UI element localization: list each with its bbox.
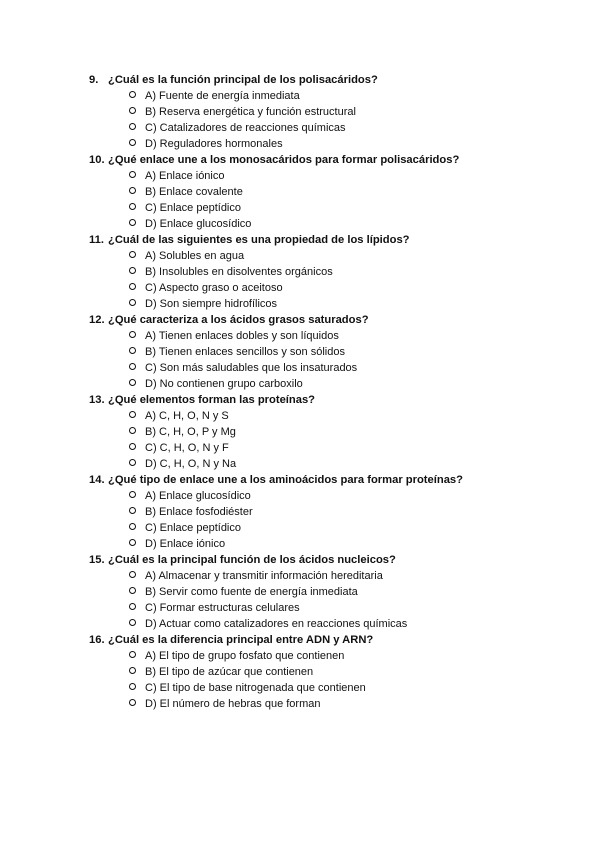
- question-number: 12.: [89, 314, 105, 326]
- option-item: [0, 504, 600, 520]
- option-item: [0, 616, 600, 632]
- option-list: [0, 248, 600, 312]
- circle-bullet-icon: [129, 667, 136, 674]
- option-list: [0, 648, 600, 712]
- option-text: D) No contienen grupo carboxilo: [145, 378, 303, 390]
- question-text: ¿Cuál es la función principal de los polisacáridos?: [108, 74, 378, 86]
- question-heading: [0, 552, 600, 568]
- option-item: [0, 344, 600, 360]
- option-text: C) Formar estructuras celulares: [145, 602, 300, 614]
- option-item: [0, 280, 600, 296]
- circle-bullet-icon: [129, 411, 136, 418]
- option-text: C) Son más saludables que los insaturados: [145, 362, 358, 374]
- option-text: B) Enlace fosfodiéster: [145, 506, 253, 518]
- circle-bullet-icon: [129, 139, 136, 146]
- option-list: [0, 488, 600, 552]
- option-item: [0, 600, 600, 616]
- option-text: A) Fuente de energía inmediata: [145, 90, 300, 102]
- option-text: D) El número de hebras que forman: [145, 698, 321, 710]
- question-text: ¿Cuál de las siguientes es una propiedad de los lípidos?: [108, 234, 410, 246]
- question-heading: [0, 72, 600, 88]
- option-text: D) C, H, O, N y Na: [145, 458, 237, 470]
- option-item: [0, 520, 600, 536]
- option-list: [0, 88, 600, 152]
- question-number: 15.: [89, 554, 105, 566]
- option-item: [0, 536, 600, 552]
- option-item: [0, 104, 600, 120]
- circle-bullet-icon: [129, 171, 136, 178]
- option-item: [0, 648, 600, 664]
- question-text: ¿Qué elementos forman las proteínas?: [108, 394, 316, 406]
- circle-bullet-icon: [129, 251, 136, 258]
- circle-bullet-icon: [129, 539, 136, 546]
- option-text: C) Enlace peptídico: [145, 522, 241, 534]
- option-text: B) El tipo de azúcar que contienen: [145, 666, 314, 678]
- option-text: C) C, H, O, N y F: [145, 442, 229, 454]
- circle-bullet-icon: [129, 523, 136, 530]
- question-text: ¿Qué caracteriza a los ácidos grasos saturados?: [108, 314, 369, 326]
- option-text: A) Tienen enlaces dobles y son líquidos: [145, 330, 339, 342]
- question-12: [0, 312, 600, 392]
- question-heading: [0, 312, 600, 328]
- circle-bullet-icon: [129, 491, 136, 498]
- option-text: B) Insolubles en disolventes orgánicos: [145, 266, 333, 278]
- option-text: A) Almacenar y transmitir información hereditaria: [145, 570, 383, 582]
- circle-bullet-icon: [129, 651, 136, 658]
- option-text: D) Actuar como catalizadores en reacciones químicas: [145, 618, 408, 630]
- option-item: [0, 216, 600, 232]
- option-text: C) Aspecto graso o aceitoso: [145, 282, 283, 294]
- question-text: ¿Qué enlace une a los monosacáridos para formar polisacáridos?: [108, 154, 460, 166]
- circle-bullet-icon: [129, 507, 136, 514]
- option-text: B) Reserva energética y función estructural: [145, 106, 356, 118]
- option-text: D) Son siempre hidrofílicos: [145, 298, 278, 310]
- option-list: [0, 328, 600, 392]
- question-9: [0, 72, 600, 152]
- option-text: B) Enlace covalente: [145, 186, 243, 198]
- circle-bullet-icon: [129, 283, 136, 290]
- option-text: B) Servir como fuente de energía inmediata: [145, 586, 358, 598]
- option-item: [0, 440, 600, 456]
- question-heading: [0, 392, 600, 408]
- option-item: [0, 248, 600, 264]
- question-14: [0, 472, 600, 552]
- question-number: 10.: [89, 154, 105, 166]
- option-item: [0, 376, 600, 392]
- option-item: [0, 200, 600, 216]
- question-11: [0, 232, 600, 312]
- option-item: [0, 296, 600, 312]
- question-number: 16.: [89, 634, 105, 646]
- question-heading: [0, 632, 600, 648]
- question-list: [0, 72, 600, 712]
- question-text: ¿Cuál es la principal función de los ácidos nucleicos?: [108, 554, 396, 566]
- circle-bullet-icon: [129, 123, 136, 130]
- question-number: 9.: [89, 74, 99, 86]
- circle-bullet-icon: [129, 363, 136, 370]
- option-text: D) Enlace glucosídico: [145, 218, 252, 230]
- option-item: [0, 408, 600, 424]
- question-15: [0, 552, 600, 632]
- option-item: [0, 584, 600, 600]
- option-item: [0, 184, 600, 200]
- question-heading: [0, 472, 600, 488]
- option-list: [0, 568, 600, 632]
- question-10: [0, 152, 600, 232]
- option-text: C) Catalizadores de reacciones químicas: [145, 122, 346, 134]
- circle-bullet-icon: [129, 187, 136, 194]
- option-text: A) El tipo de grupo fosfato que contienen: [145, 650, 345, 662]
- option-item: [0, 680, 600, 696]
- option-item: [0, 696, 600, 712]
- question-number: 13.: [89, 394, 105, 406]
- option-list: [0, 168, 600, 232]
- option-item: [0, 664, 600, 680]
- circle-bullet-icon: [129, 699, 136, 706]
- circle-bullet-icon: [129, 587, 136, 594]
- option-item: [0, 88, 600, 104]
- option-text: B) C, H, O, P y Mg: [145, 426, 236, 438]
- option-text: A) Solubles en agua: [145, 250, 245, 262]
- option-item: [0, 360, 600, 376]
- option-text: A) Enlace iónico: [145, 170, 225, 182]
- circle-bullet-icon: [129, 219, 136, 226]
- option-text: B) Tienen enlaces sencillos y son sólidos: [145, 346, 345, 358]
- circle-bullet-icon: [129, 347, 136, 354]
- question-number: 11.: [89, 234, 104, 246]
- option-item: [0, 456, 600, 472]
- option-item: [0, 136, 600, 152]
- option-text: D) Enlace iónico: [145, 538, 226, 550]
- option-item: [0, 328, 600, 344]
- option-text: A) C, H, O, N y S: [145, 410, 229, 422]
- question-16: [0, 632, 600, 712]
- circle-bullet-icon: [129, 107, 136, 114]
- question-text: ¿Qué tipo de enlace une a los aminoácidos para formar proteínas?: [108, 474, 463, 486]
- question-text: ¿Cuál es la diferencia principal entre ADN y ARN?: [108, 634, 374, 646]
- circle-bullet-icon: [129, 203, 136, 210]
- circle-bullet-icon: [129, 683, 136, 690]
- option-item: [0, 120, 600, 136]
- circle-bullet-icon: [129, 619, 136, 626]
- question-number: 14.: [89, 474, 105, 486]
- option-item: [0, 424, 600, 440]
- option-text: A) Enlace glucosídico: [145, 490, 251, 502]
- circle-bullet-icon: [129, 603, 136, 610]
- circle-bullet-icon: [129, 443, 136, 450]
- option-text: D) Reguladores hormonales: [145, 138, 283, 150]
- question-heading: [0, 152, 600, 168]
- option-text: C) Enlace peptídico: [145, 202, 241, 214]
- option-text: C) El tipo de base nitrogenada que contienen: [145, 682, 366, 694]
- option-list: [0, 408, 600, 472]
- circle-bullet-icon: [129, 299, 136, 306]
- circle-bullet-icon: [129, 267, 136, 274]
- circle-bullet-icon: [129, 459, 136, 466]
- circle-bullet-icon: [129, 379, 136, 386]
- option-item: [0, 568, 600, 584]
- option-item: [0, 488, 600, 504]
- circle-bullet-icon: [129, 427, 136, 434]
- circle-bullet-icon: [129, 331, 136, 338]
- option-item: [0, 264, 600, 280]
- question-heading: [0, 232, 600, 248]
- question-13: [0, 392, 600, 472]
- circle-bullet-icon: [129, 91, 136, 98]
- option-item: [0, 168, 600, 184]
- circle-bullet-icon: [129, 571, 136, 578]
